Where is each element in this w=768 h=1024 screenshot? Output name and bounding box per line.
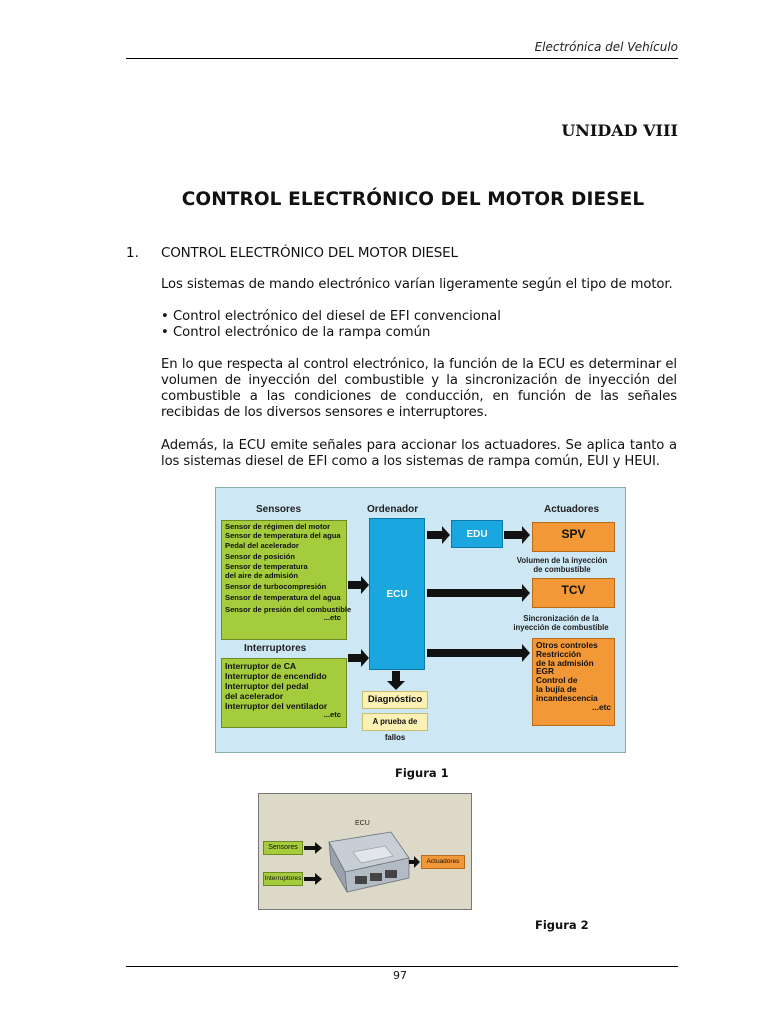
- footer-rule: [126, 966, 678, 967]
- switches-tag: Interruptores: [263, 872, 303, 886]
- bullet-list: [161, 309, 677, 341]
- other-control-label: EGR: [536, 666, 554, 677]
- arrow-icon: [348, 649, 369, 667]
- sensor-label: Sensor de temperatura del agua: [225, 530, 341, 540]
- other-control-label: Control de: [536, 675, 578, 686]
- arrow-icon: [427, 644, 530, 662]
- sensor-label: del aire de admisión: [225, 570, 299, 580]
- sensor-label: Sensor de temperatura: [225, 562, 308, 572]
- spv-label: SPV: [561, 527, 586, 541]
- figure-1-diagram: [215, 487, 626, 753]
- sensor-label: Sensor de presión del combustible: [225, 604, 352, 614]
- diagram-arrows: [216, 488, 627, 754]
- ecu-unit-illustration: [259, 794, 473, 911]
- intro-paragraph: Los sistemas de mando electrónico varían ligeramente según el tipo de motor.: [161, 277, 673, 292]
- other-control-label: Otros controles: [536, 640, 598, 650]
- sensors-etc: ...etc: [323, 613, 341, 623]
- other-control-label: la bujía de: [536, 683, 577, 694]
- caption-line: Volumen de la inyección: [516, 556, 608, 565]
- switch-label: del acelerador: [225, 691, 284, 701]
- list-item: • Control electrónico del diesel de EFI convencional: [161, 309, 501, 324]
- edu-label: EDU: [466, 529, 488, 540]
- sensor-label: Sensor de régimen del motor: [225, 522, 331, 531]
- other-control-label: de la admisión: [536, 657, 594, 668]
- actuators-heading: Actuadores: [544, 504, 600, 515]
- unit-heading: UNIDAD VIII: [561, 121, 678, 140]
- arrow-icon: [348, 576, 369, 594]
- arrow-icon: [409, 856, 420, 868]
- computer-heading: Ordenador: [367, 504, 419, 515]
- tcv-label: TCV: [561, 583, 586, 597]
- figure-2-caption: Figura 2: [535, 918, 589, 932]
- sensor-label: Sensor de temperatura del agua: [225, 593, 341, 603]
- ecu-label: ECU: [386, 589, 408, 600]
- ecu-photo-label: ECU: [355, 820, 370, 827]
- running-header: Electrónica del Vehículo: [534, 40, 678, 54]
- arrow-icon: [304, 842, 322, 854]
- page-number: 97: [393, 969, 407, 982]
- switch-label: Interruptor de encendido: [225, 671, 327, 681]
- paragraph-actuators: Además, la ECU emite señales para accionar los actuadores. Se aplica tanto a los sistemas diesel de EFI como a los sistemas de rampa común, EUI y HEUI.: [161, 438, 677, 469]
- others-etc: ...etc: [592, 701, 611, 712]
- arrow-icon: [504, 526, 530, 544]
- switches-etc: ...etc: [323, 710, 341, 719]
- sensor-label: Sensor de turbocompresión: [225, 581, 327, 591]
- list-item: • Control electrónico de la rampa común: [161, 325, 431, 340]
- caption-line: Sincronización de la: [523, 614, 599, 623]
- caption-line: de combustible: [533, 565, 591, 574]
- switches-heading: Interruptores: [244, 643, 307, 654]
- switch-label: Interruptor del pedal: [225, 681, 309, 691]
- caption-line: inyección de combustible: [513, 623, 609, 632]
- arrow-icon: [304, 873, 322, 885]
- sensor-label: Pedal del acelerador: [225, 541, 299, 551]
- figure-1-caption: Figura 1: [395, 766, 449, 780]
- arrow-icon: [387, 671, 405, 690]
- section-title: CONTROL ELECTRÓNICO DEL MOTOR DIESEL: [161, 245, 458, 261]
- diagnostic-box: Diagnóstico: [362, 691, 428, 709]
- ecu-module-icon: [329, 832, 409, 892]
- other-control-label: Restricción: [536, 648, 582, 659]
- arrow-icon: [427, 526, 450, 544]
- sensors-heading: Sensores: [256, 504, 302, 515]
- header-rule: [126, 58, 678, 59]
- sensors-tag: Sensores: [263, 841, 303, 855]
- paragraph-ecu-function: En lo que respecta al control electrónico, la función de la ECU es determinar el volumen de inyección del combustible y la sincronización de inyección del combustible a las condiciones de conducción, en función de las señales recibidas de los diversos sensores e interruptores.: [161, 357, 677, 420]
- switch-label: Interruptor de CA: [225, 661, 297, 671]
- page-title: CONTROL ELECTRÓNICO DEL MOTOR DIESEL: [181, 189, 645, 210]
- arrow-icon: [427, 584, 530, 602]
- switch-label: Interruptor del ventilador: [225, 701, 328, 711]
- section-number: 1.: [126, 245, 139, 261]
- sensor-label: Sensor de posición: [225, 551, 296, 561]
- actuators-tag: Actuadores: [421, 855, 465, 869]
- figure-2-photo: [258, 793, 472, 910]
- failsafe-box: A prueba de fallos: [362, 713, 428, 731]
- other-control-label: incandescencia: [536, 692, 598, 703]
